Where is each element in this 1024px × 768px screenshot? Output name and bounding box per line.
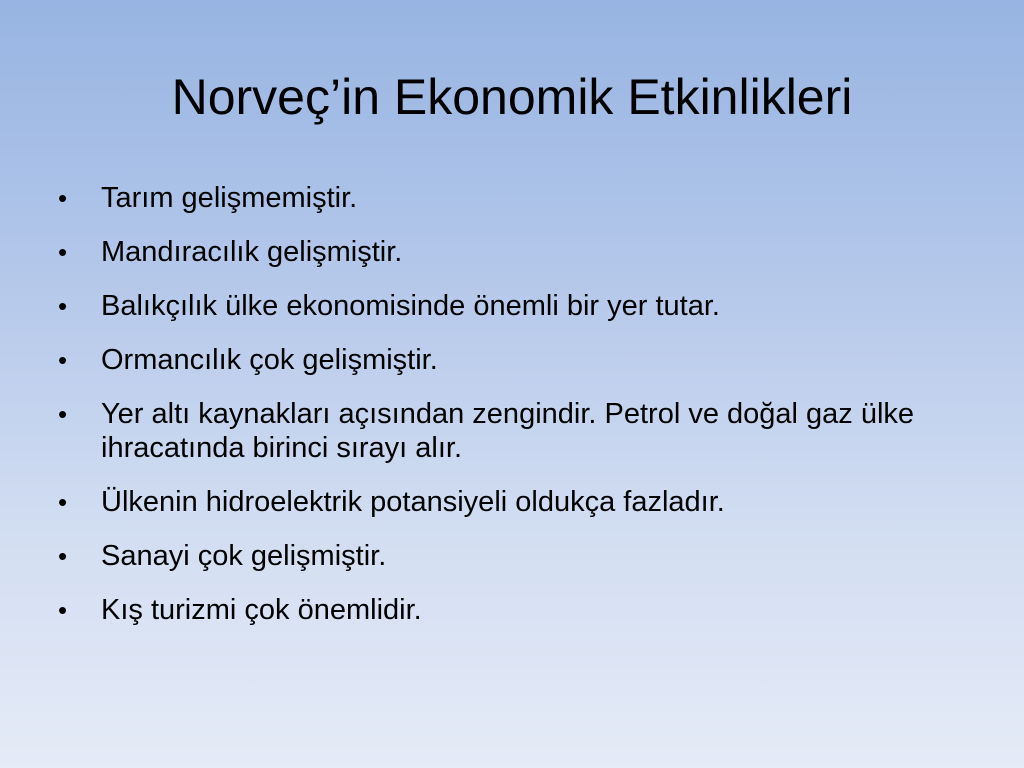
list-item (58, 593, 978, 627)
bullet-text: Kış turizmi çok önemlidir. (101, 594, 422, 626)
slide-title: Norveç’in Ekonomik Etkinlikleri (171, 69, 853, 125)
list-item (58, 539, 978, 573)
list-item (58, 343, 978, 377)
bullet-icon: • (58, 541, 68, 571)
list-item (58, 397, 978, 465)
bullet-icon: • (58, 237, 68, 267)
bullet-text: Mandıracılık gelişmiştir. (101, 236, 403, 268)
bullet-icon: • (58, 595, 68, 625)
list-item (58, 485, 978, 519)
list-item (58, 289, 978, 323)
bullet-text: Yer altı kaynakları açısından zengindir. Petrol ve doğal gaz ülke ihracatında birinci sırayı alır. (101, 398, 915, 464)
bullet-text: Balıkçılık ülke ekonomisinde önemli bir yer tutar. (101, 290, 720, 322)
bullet-icon: • (58, 487, 68, 517)
bullet-icon: • (58, 183, 68, 213)
bullet-text: Tarım gelişmemiştir. (101, 182, 358, 214)
bullet-list (58, 181, 978, 647)
bullet-icon: • (58, 291, 68, 321)
bullet-text: Ormancılık çok gelişmiştir. (101, 344, 438, 376)
bullet-text: Ülkenin hidroelektrik potansiyeli oldukça fazladır. (101, 486, 725, 518)
bullet-text: Sanayi çok gelişmiştir. (101, 540, 387, 572)
bullet-icon: • (58, 399, 68, 429)
list-item (58, 181, 978, 215)
list-item (58, 235, 978, 269)
bullet-icon: • (58, 345, 68, 375)
